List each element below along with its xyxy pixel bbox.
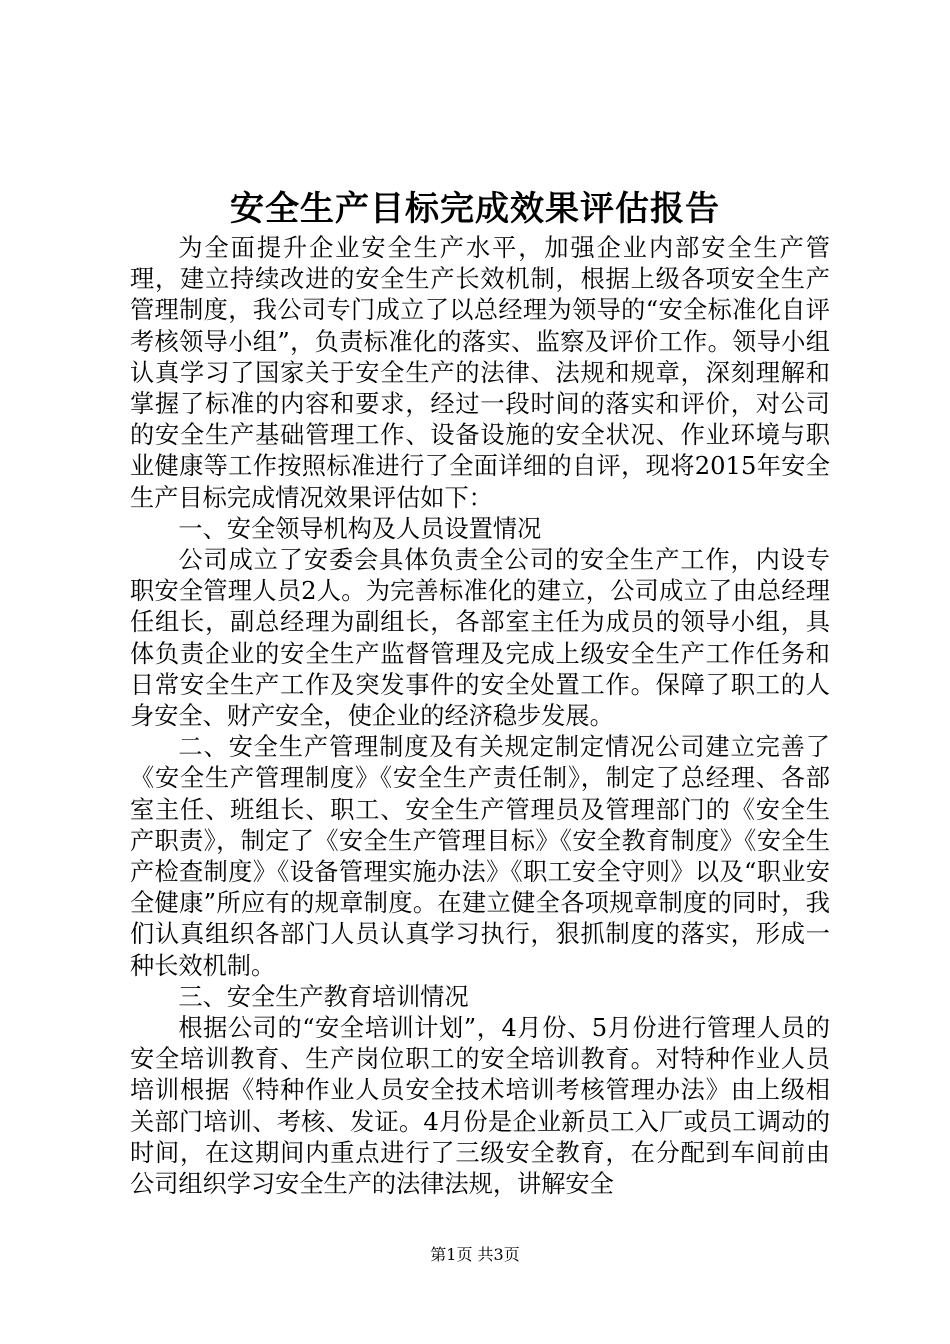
section-paragraph-2: 二、安全生产管理制度及有关规定制定情况公司建立完善了《安全生产管理制度》《安全生产责任制》，制定了总经理、各部室主任、班组长、职工、安全生产管理员及管理部门的《安全生产职责》，制定了《安全生产管理目标》《安全教育制度》《安全生产检查制度》《设备管理实施办法》《职工安全守则》以及“职业安全健康”所应有的规章制度。在建立健全各项规章制度的同时，我们认真组织各部门人员认真学习执行，狠抓制度的落实，形成一种长效机制。 (130, 733, 830, 980)
page-number-footer: 第1页 共3页 (430, 1245, 520, 1264)
document-title: 安全生产目标完成效果评估报告 (230, 189, 720, 229)
section-paragraph-1: 公司成立了安委会具体负责全公司的安全生产工作，内设专职安全管理人员2人。为完善标准化的建立，公司成立了由总经理任组长，副总经理为副组长，各部室主任为成员的领导小组，具体负责企业的安全生产监督管理及完成上级安全生产工作任务和日常安全生产工作及突发事件的安全处置工作。保障了职工的人身安全、财产安全，使企业的经济稳步发展。 (130, 546, 830, 731)
section-paragraph-3: 根据公司的“安全培训计划”，4月份、5月份进行管理人员的安全培训教育、生产岗位职工的安全培训教育。对特种作业人员培训根据《特种作业人员安全技术培训考核管理办法》由上级相关部门培训、考核、发证。4月份是企业新员工入厂或员工调动的时间，在这期间内重点进行了三级安全教育，在分配到车间前由公司组织学习安全生产的法律法规，讲解安全 (130, 1014, 830, 1199)
document-body (130, 233, 830, 1200)
intro-paragraph: 为全面提升企业安全生产水平，加强企业内部安全生产管理，建立持续改进的安全生产长效机制，根据上级各项安全生产管理制度，我公司专门成立了以总经理为领导的“安全标准化自评考核领导小组”，负责标准化的落实、监察及评价工作。领导小组认真学习了国家关于安全生产的法律、法规和规章，深刻理解和掌握了标准的内容和要求，经过一段时间的落实和评价，对公司的安全生产基础管理工作、设备设施的安全状况、作业环境与职业健康等工作按照标准进行了全面详细的自评，现将2015年安全生产目标完成情况效果评估如下： (130, 234, 830, 512)
section-heading-3: 三、安全生产教育培训情况 (178, 982, 469, 1011)
section-heading-1: 一、安全领导机构及人员设置情况 (178, 514, 542, 543)
